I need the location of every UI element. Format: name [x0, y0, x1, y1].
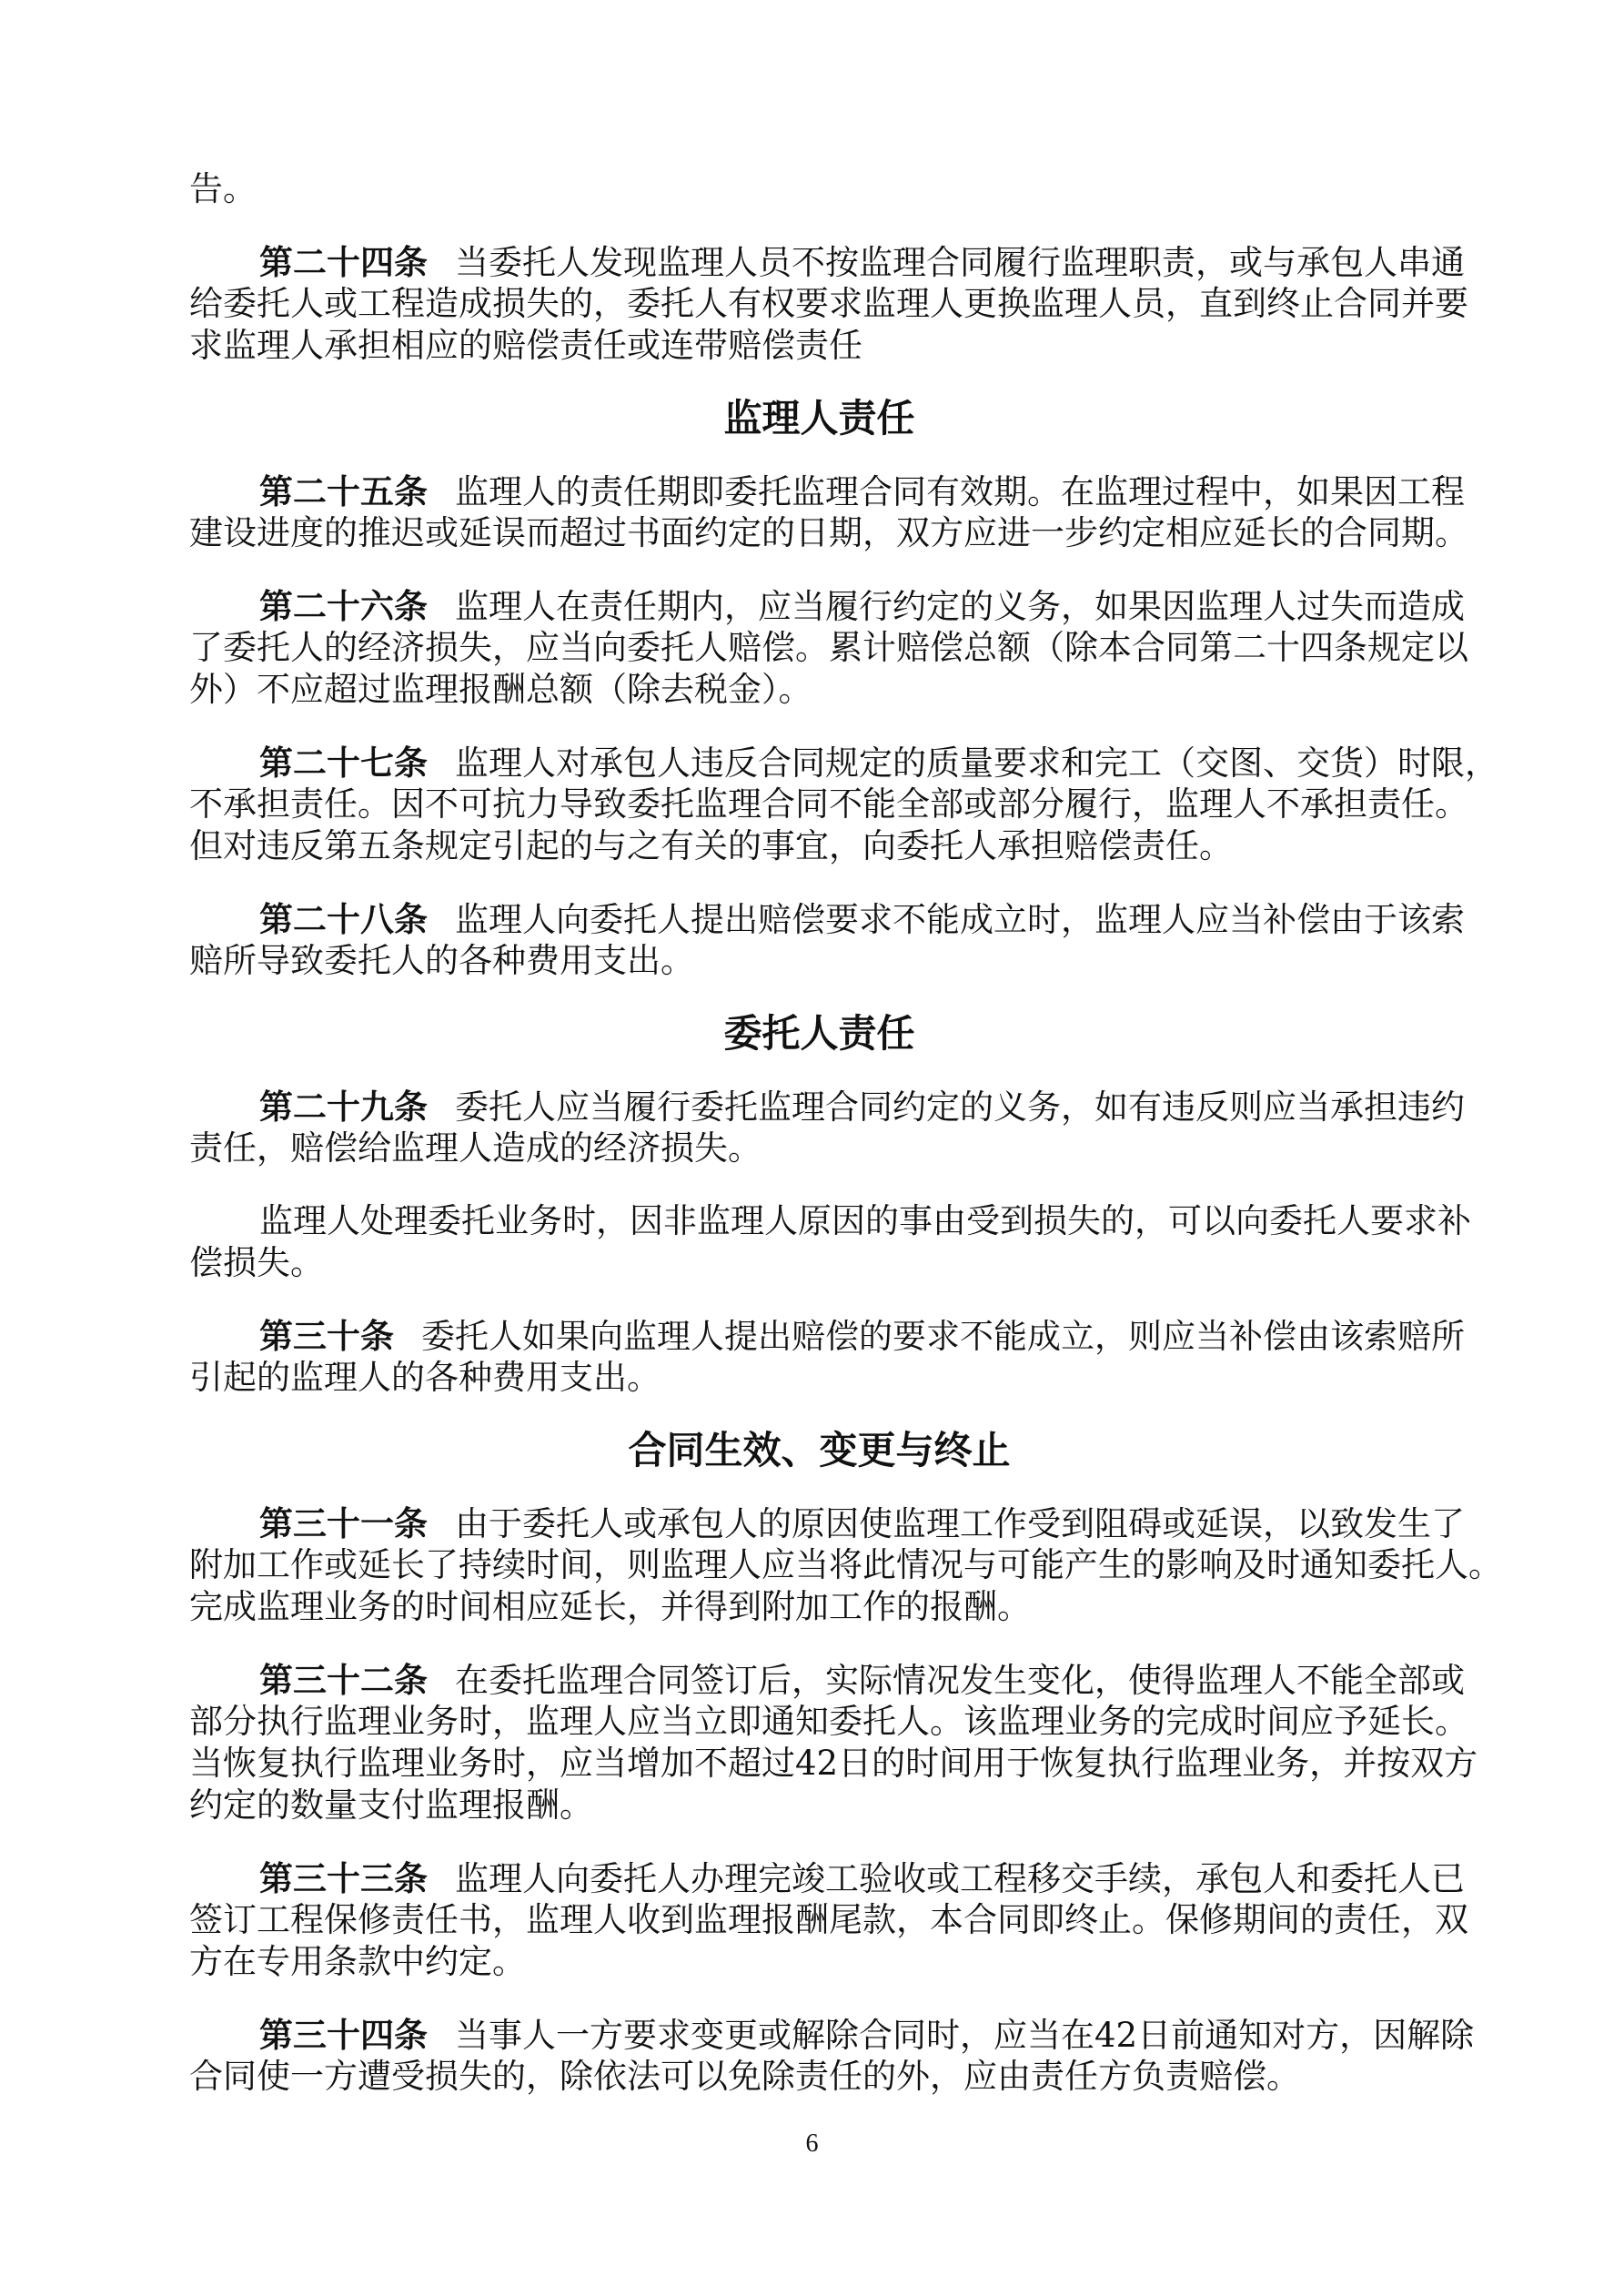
line-text: 签订工程保修责任书，监理人收到监理报酬尾款，本合同即终止。保修期间的责任，双: [189, 1900, 1468, 1939]
paragraph-line: [189, 825, 1449, 867]
paragraph-line: [189, 1086, 1465, 1128]
paragraph-line: [189, 898, 1465, 940]
line-text: 不承担责任。因不可抗力导致委托监理合同不能全部或部分履行，监理人不承担责任。: [189, 784, 1468, 824]
page-number: 6: [805, 2129, 819, 2158]
paragraph-line: [189, 1785, 1449, 1826]
article-paragraph: [189, 1502, 1502, 1628]
paragraph-line: [189, 1743, 1478, 1785]
paragraph-line: [189, 627, 1468, 669]
line-text: 方在专用条款中约定。: [189, 1942, 526, 1981]
line-text: 监理人处理委托业务时，因非监理人原因的事由受到损失的，可以向委托人要求补: [259, 1201, 1471, 1240]
line-text: 但对违反第五条规定引起的与之有关的事宜，向委托人承担赔偿责任。: [189, 826, 1233, 865]
article-paragraph: [189, 2014, 1475, 2098]
document-body: [189, 168, 1502, 2098]
article-number: 第二十六条: [259, 586, 428, 626]
article-number: 第三十二条: [259, 1660, 428, 1700]
line-text: 监理人在责任期内，应当履行约定的义务，如果因监理人过失而造成: [455, 587, 1465, 626]
paragraph-line: [189, 512, 1468, 554]
article-number: 第三十一条: [259, 1503, 428, 1543]
article-number: 第二十七条: [259, 743, 428, 783]
paragraph-line: [189, 1899, 1468, 1941]
line-text: 合同使一方遭受损失的，除依法可以免除责任的外，应由责任方负责赔偿。: [189, 2057, 1300, 2096]
line-text: 当恢复执行监理业务时，应当增加不超过42日的时间用于恢复执行监理业务，并按双方: [189, 1744, 1478, 1783]
paragraph-line: [189, 1357, 1449, 1399]
line-text: 外）不应超过监理报酬总额（除去税金）。: [189, 670, 812, 709]
article-number: 第二十八条: [259, 899, 428, 939]
article-paragraph: [189, 898, 1465, 982]
paragraph-line: [189, 1502, 1465, 1544]
paragraph-line: [189, 1701, 1468, 1743]
paragraph-line: [189, 1857, 1465, 1899]
line-text: 在委托监理合同签订后，实际情况发生变化，使得监理人不能全部或: [455, 1661, 1465, 1700]
line-text: 部分执行监理业务时，监理人应当立即通知委托人。该监理业务的完成时间应予延长。: [189, 1702, 1468, 1741]
paragraph-line: [189, 1586, 1449, 1628]
article-number: 第三十四条: [259, 2015, 428, 2055]
article-number: 第二十五条: [259, 471, 428, 511]
paragraph-line: [189, 1315, 1465, 1357]
article-paragraph: [189, 1315, 1465, 1399]
line-text: 给委托人或工程造成损失的，委托人有权要求监理人更换监理人员，直到终止合同并要: [189, 284, 1468, 323]
line-text: 监理人的责任期即委托监理合同有效期。在监理过程中，如果因工程: [455, 472, 1465, 511]
paragraph-line: [189, 585, 1465, 627]
line-text: 求监理人承担相应的赔偿责任或连带赔偿责任: [189, 326, 862, 365]
paragraph: [189, 168, 1449, 210]
paragraph-line: [189, 470, 1465, 512]
line-text: 委托人如果向监理人提出赔偿的要求不能成立，则应当补偿由该索赔所: [421, 1317, 1465, 1356]
paragraph-line: [189, 1544, 1502, 1586]
paragraph-line: [189, 241, 1465, 283]
section-heading: 监理人责任: [723, 396, 915, 440]
paragraph-line: [189, 669, 1449, 711]
line-text: 附加工作或延长了持续时间，则监理人应当将此情况与可能产生的影响及时通知委托人。: [189, 1545, 1502, 1584]
paragraph-line: [189, 742, 1498, 784]
paragraph-line: [189, 1941, 1449, 1983]
paragraph-line: [189, 940, 1449, 982]
line-text: 引起的监理人的各种费用支出。: [189, 1358, 661, 1397]
article-number: 第三十条: [259, 1316, 394, 1356]
article-paragraph: [189, 1659, 1478, 1826]
section-heading: 合同生效、变更与终止: [628, 1428, 1011, 1472]
paragraph-line: [189, 2056, 1449, 2098]
paragraph-line: [189, 2014, 1475, 2056]
line-text: 监理人向委托人办理完竣工验收或工程移交手续，承包人和委托人已: [455, 1859, 1465, 1898]
line-text: 告。: [189, 169, 257, 208]
article-paragraph: [189, 585, 1468, 711]
line-text: 监理人向委托人提出赔偿要求不能成立时，监理人应当补偿由于该索: [455, 900, 1465, 939]
line-text: 建设进度的推迟或延误而超过书面约定的日期，双方应进一步约定相应延长的合同期。: [189, 513, 1468, 552]
paragraph-line: [189, 283, 1468, 325]
paragraph-line: [189, 1659, 1465, 1701]
article-number: 第二十四条: [259, 242, 428, 282]
paragraph-line: [189, 168, 1449, 210]
line-text: 了委托人的经济损失，应当向委托人赔偿。累计赔偿总额（除本合同第二十四条规定以: [189, 628, 1468, 667]
article-paragraph: [189, 241, 1468, 367]
section-heading: 委托人责任: [723, 1011, 915, 1056]
line-text: 约定的数量支付监理报酬。: [189, 1785, 593, 1825]
line-text: 当委托人发现监理人员不按监理合同履行监理职责，或与承包人串通: [455, 243, 1465, 282]
paragraph-line: [189, 1200, 1471, 1242]
line-text: 监理人对承包人违反合同规定的质量要求和完工（交图、交货）时限，: [455, 743, 1498, 783]
paragraph: [189, 1200, 1471, 1284]
line-text: 委托人应当履行委托监理合同约定的义务，如有违反则应当承担违约: [455, 1087, 1465, 1127]
article-number: 第二十九条: [259, 1087, 428, 1127]
line-text: 由于委托人或承包人的原因使监理工作受到阻碍或延误，以致发生了: [455, 1504, 1465, 1543]
line-text: 偿损失。: [189, 1243, 324, 1282]
paragraph-line: [189, 1128, 1449, 1169]
line-text: 当事人一方要求变更或解除合同时，应当在42日前通知对方，因解除: [455, 2016, 1475, 2055]
article-paragraph: [189, 1857, 1468, 1983]
article-paragraph: [189, 1086, 1465, 1169]
article-paragraph: [189, 470, 1468, 554]
article-number: 第三十三条: [259, 1858, 428, 1898]
paragraph-line: [189, 1242, 1449, 1284]
paragraph-line: [189, 325, 1449, 367]
line-text: 完成监理业务的时间相应延长，并得到附加工作的报酬。: [189, 1587, 1031, 1626]
line-text: 责任，赔偿给监理人造成的经济损失。: [189, 1128, 762, 1168]
paragraph-line: [189, 784, 1468, 825]
article-paragraph: [189, 742, 1498, 867]
line-text: 赔所导致委托人的各种费用支出。: [189, 941, 694, 980]
